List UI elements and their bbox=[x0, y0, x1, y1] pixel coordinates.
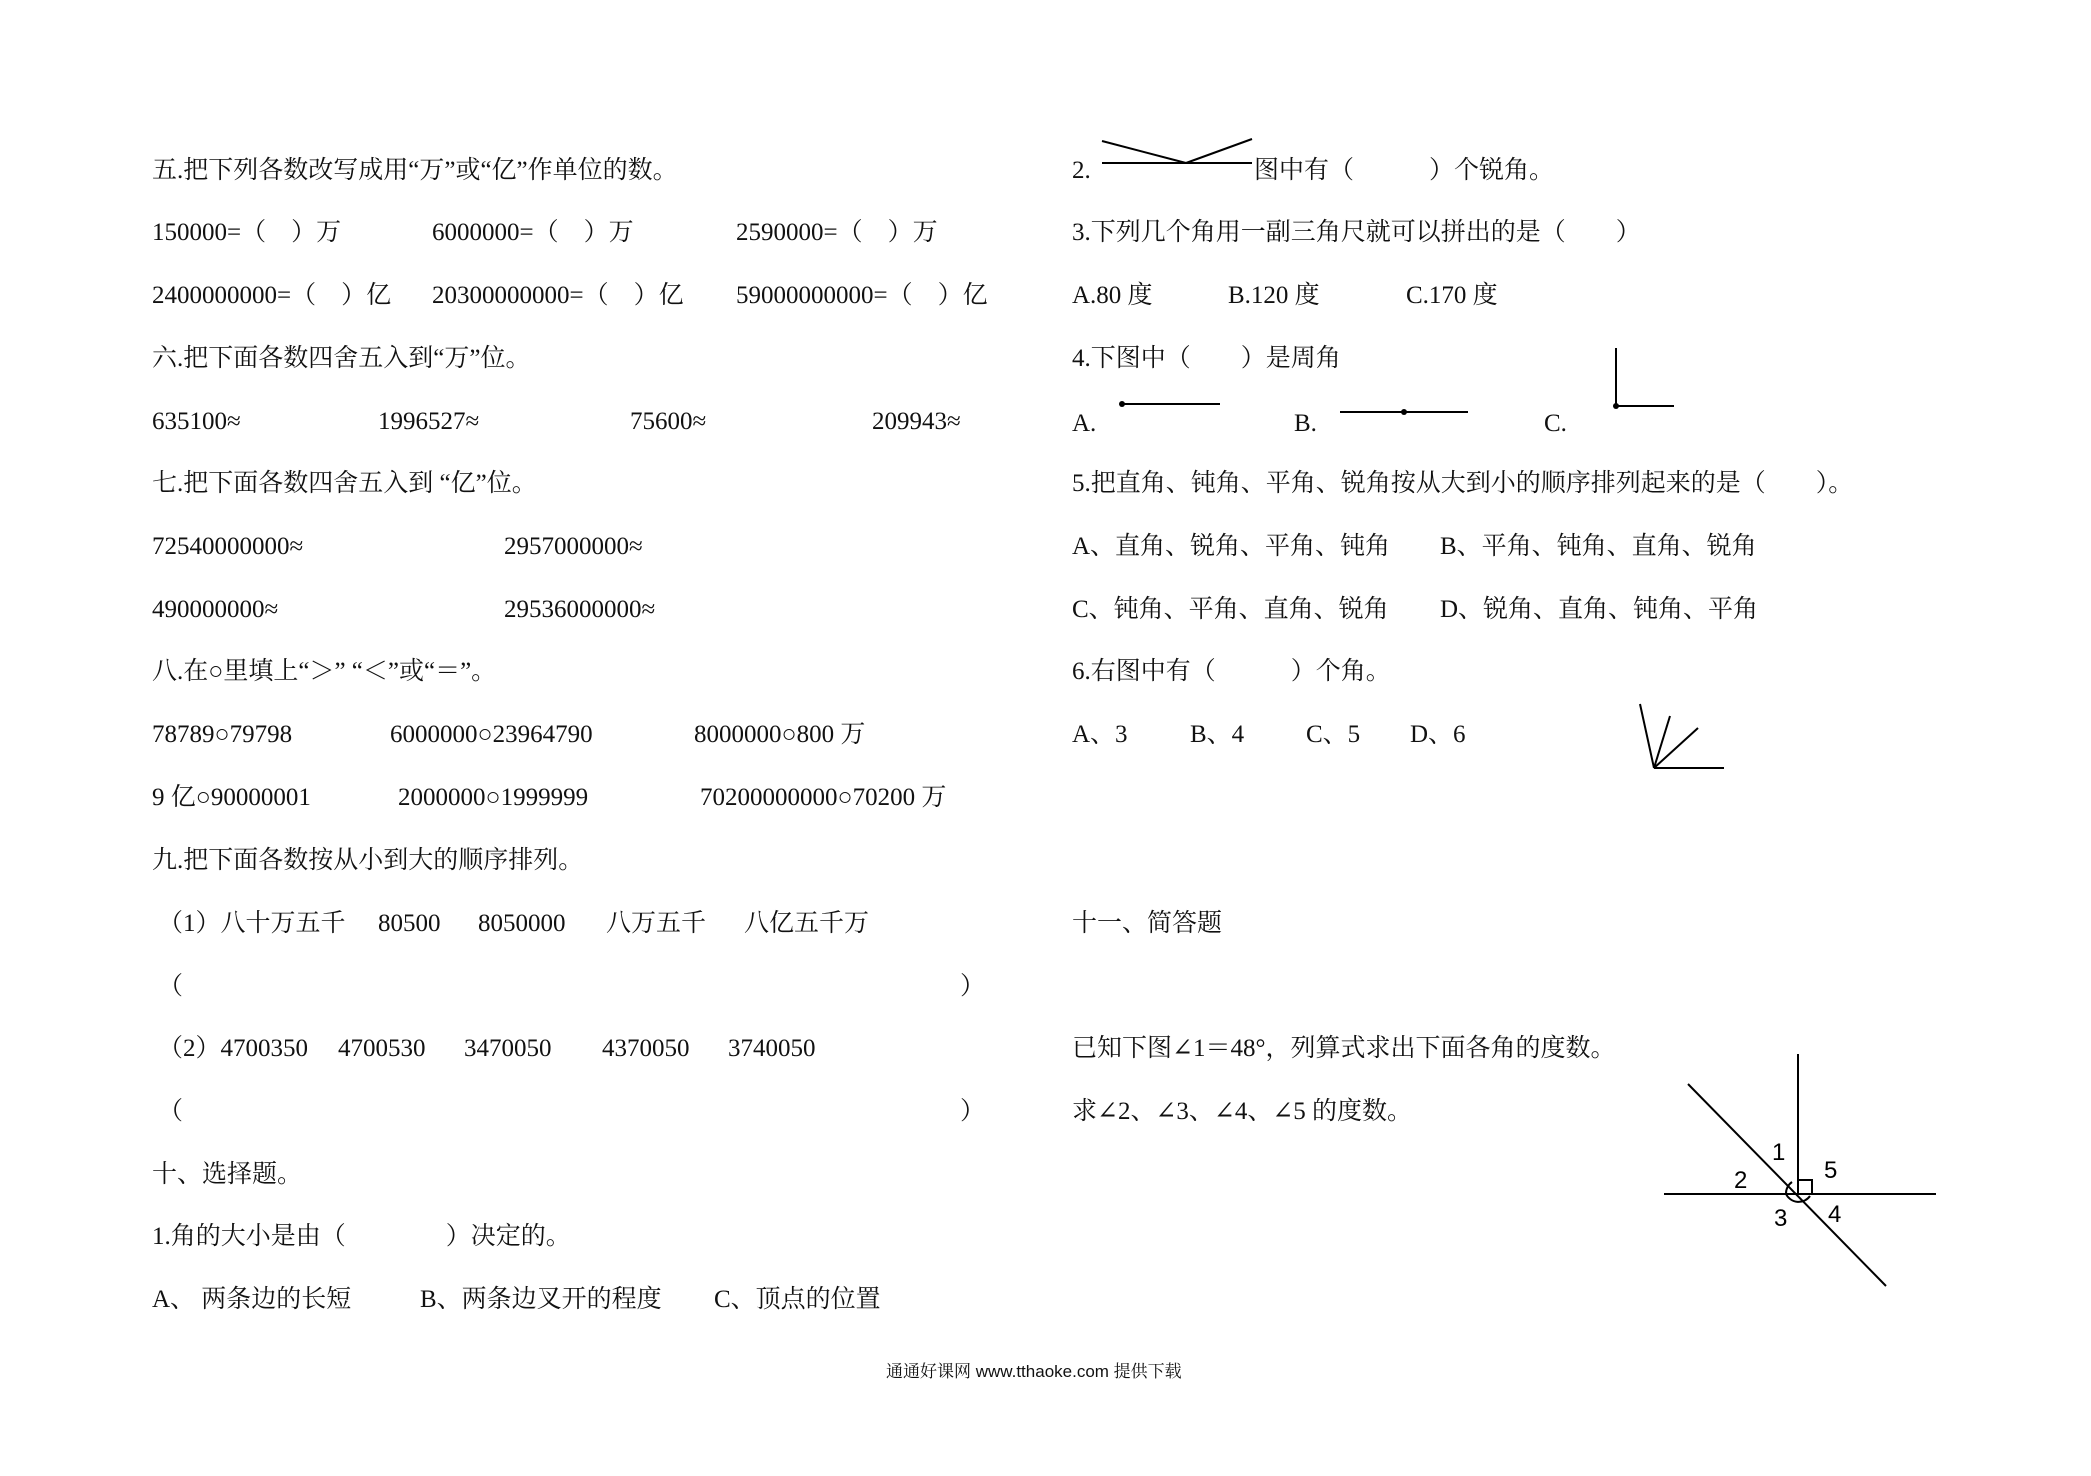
s5-item: 2590000=（ ）万 bbox=[736, 219, 938, 246]
s7-item: 2957000000≈ bbox=[504, 533, 643, 560]
s9-answer-open: （ bbox=[158, 973, 184, 1000]
q6-option: B、4 bbox=[1190, 721, 1245, 748]
q4-option: B. bbox=[1294, 410, 1317, 437]
label-1: 1 bbox=[1772, 1139, 1786, 1166]
q2-line-b bbox=[1186, 139, 1252, 163]
q5-option-a: A、直角、锐角、平角、钝角 bbox=[1072, 533, 1391, 560]
s7-item: 72540000000≈ bbox=[152, 533, 304, 560]
q4-figure-a bbox=[1118, 398, 1228, 410]
section-7-title: 七.把下面各数四舍五入到 “亿”位。 bbox=[152, 470, 537, 497]
s9-answer-close: ） bbox=[960, 973, 986, 1000]
q5-option-d: D、锐角、直角、钝角、平角 bbox=[1440, 596, 1759, 623]
q4-text: 4.下图中（ ）是周角 bbox=[1072, 345, 1341, 372]
s8-item: 9 亿○90000001 bbox=[152, 784, 311, 811]
s7-item: 490000000≈ bbox=[152, 596, 279, 623]
q5-text: 5.把直角、钝角、平角、锐角按从大到小的顺序排列起来的是（ ）。 bbox=[1072, 470, 1854, 497]
s6-item: 209943≈ bbox=[872, 408, 961, 435]
q6-option: D、6 bbox=[1410, 721, 1466, 748]
s9-q2-item: 4370050 bbox=[602, 1035, 690, 1062]
q4-figure-c bbox=[1612, 346, 1676, 410]
s8-item: 2000000○1999999 bbox=[398, 784, 589, 811]
right-angle-mark bbox=[1798, 1180, 1812, 1194]
s7-item: 29536000000≈ bbox=[504, 596, 656, 623]
s8-item: 78789○79798 bbox=[152, 721, 293, 748]
q4-figure-b bbox=[1338, 406, 1470, 418]
s10-q1-option: A、 两条边的长短 bbox=[152, 1286, 352, 1313]
s9-q1-item: 八亿五千万 bbox=[744, 910, 870, 937]
s8-item: 8000000○800 万 bbox=[694, 721, 866, 748]
s6-item: 635100≈ bbox=[152, 408, 241, 435]
s5-item: 20300000000=（ ）亿 bbox=[432, 282, 684, 309]
intersecting-lines-figure bbox=[1660, 1050, 1940, 1290]
q6-option: A、3 bbox=[1072, 721, 1128, 748]
s5-item: 2400000000=（ ）亿 bbox=[152, 282, 392, 309]
label-4: 4 bbox=[1828, 1201, 1842, 1228]
section-10-title: 十、选择题。 bbox=[152, 1161, 303, 1188]
s9-q2-item: （2）4700350 bbox=[158, 1035, 309, 1062]
s10-q1-option: C、顶点的位置 bbox=[714, 1286, 881, 1313]
s5-item: 150000=（ ）万 bbox=[152, 219, 342, 246]
s9-q1-item: 八万五千 bbox=[606, 910, 707, 937]
q4-option: C. bbox=[1544, 410, 1567, 437]
s6-item: 75600≈ bbox=[630, 408, 707, 435]
q2-angle-figure bbox=[1100, 135, 1260, 175]
q6-rays-figure bbox=[1636, 702, 1728, 772]
section-9-title: 九.把下面各数按从小到大的顺序排列。 bbox=[152, 847, 584, 874]
q6-text: 6.右图中有（ ）个角。 bbox=[1072, 658, 1391, 685]
s9-q1-item: 80500 bbox=[378, 910, 441, 937]
s10-q1: 1.角的大小是由（ ）决定的。 bbox=[152, 1223, 571, 1250]
label-3: 3 bbox=[1774, 1205, 1788, 1232]
q2-line-a bbox=[1102, 141, 1186, 163]
q3-option: C.170 度 bbox=[1406, 282, 1498, 309]
section-8-title: 八.在○里填上“＞” “＜”或“＝”。 bbox=[152, 658, 497, 685]
label-2: 2 bbox=[1734, 1167, 1748, 1194]
q3-option: B.120 度 bbox=[1228, 282, 1320, 309]
s6-item: 1996527≈ bbox=[378, 408, 480, 435]
s9-answer-open: （ bbox=[158, 1098, 184, 1125]
q6-option: C、5 bbox=[1306, 721, 1361, 748]
s9-q1-item: 8050000 bbox=[478, 910, 566, 937]
q5-option-b: B、平角、钝角、直角、锐角 bbox=[1440, 533, 1757, 560]
section-6-title: 六.把下面各数四舍五入到“万”位。 bbox=[152, 345, 531, 372]
s9-answer-close: ） bbox=[960, 1098, 986, 1125]
q2-text: 图中有（ ）个锐角。 bbox=[1254, 157, 1555, 184]
section-11-title: 十一、简答题 bbox=[1072, 910, 1223, 937]
s9-q2-item: 4700530 bbox=[338, 1035, 426, 1062]
q3-option: A.80 度 bbox=[1072, 282, 1153, 309]
q3-text: 3.下列几个角用一副三角尺就可以拼出的是（ ） bbox=[1072, 219, 1641, 246]
s10-q1-option: B、两条边叉开的程度 bbox=[420, 1286, 662, 1313]
s5-item: 59000000000=（ ）亿 bbox=[736, 282, 988, 309]
s5-item: 6000000=（ ）万 bbox=[432, 219, 634, 246]
s11-line-1: 已知下图∠1＝48°，列算式求出下面各角的度数。 bbox=[1072, 1035, 1616, 1062]
s8-item: 70200000000○70200 万 bbox=[700, 784, 947, 811]
q2-number: 2. bbox=[1072, 157, 1091, 184]
s9-q2-item: 3740050 bbox=[728, 1035, 816, 1062]
q5-option-c: C、钝角、平角、直角、锐角 bbox=[1072, 596, 1389, 623]
q4-option: A. bbox=[1072, 410, 1097, 437]
label-5: 5 bbox=[1824, 1157, 1838, 1184]
footer-credit: 通通好课网 www.tthaoke.com 提供下载 bbox=[886, 1362, 1182, 1381]
diagonal-line bbox=[1688, 1084, 1886, 1286]
s9-q2-item: 3470050 bbox=[464, 1035, 552, 1062]
s11-line-2: 求∠2、∠3、∠4、∠5 的度数。 bbox=[1072, 1098, 1413, 1125]
s9-q1-item: （1）八十万五千 bbox=[158, 910, 346, 937]
section-5-title: 五.把下列各数改写成用“万”或“亿”作单位的数。 bbox=[152, 157, 678, 184]
s8-item: 6000000○23964790 bbox=[390, 721, 593, 748]
